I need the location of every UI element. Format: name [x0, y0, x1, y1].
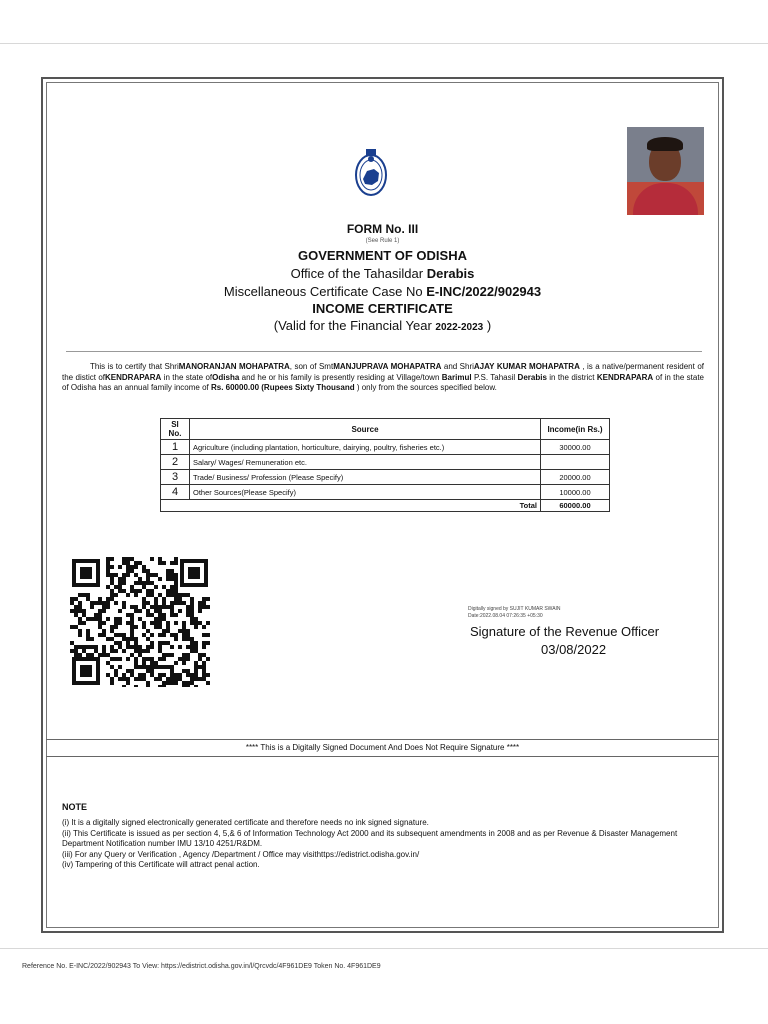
digital-signature-date: Date:2022.08.04 07:26:35 +05:30 — [468, 613, 543, 619]
row-sl: 2 — [161, 455, 190, 470]
mother-name: MANJUPRAVA MOHAPATRA — [333, 362, 442, 371]
signature-title: Signature of the Revenue Officer — [470, 624, 660, 639]
row-income — [541, 455, 610, 470]
table-row — [161, 440, 610, 455]
district-name-inline: KENDRAPARA — [596, 372, 654, 382]
column-header-income: Income(in Rs.) — [541, 419, 610, 440]
reference-footer: Reference No. E-INC/2022/902943 To View: https://edistrict.odisha.gov.in/l/Qrcvdc/4F961DE9 Token No. 4F961DE9 — [22, 963, 381, 970]
note-item: (i) It is a digitally signed electronically generated certificate and therefore needs no ink signed signature. — [62, 818, 429, 827]
note-heading: NOTE — [62, 802, 88, 812]
footer-divider — [0, 948, 768, 949]
table-total-row — [161, 500, 610, 512]
digital-signature-meta — [468, 606, 561, 620]
top-divider — [0, 43, 768, 44]
notes-list — [62, 818, 707, 871]
certify-text: , is a native/permanent resident of the distict of — [62, 362, 704, 382]
odisha-emblem-icon — [354, 145, 388, 197]
row-income: 20000.00 — [541, 470, 610, 485]
validity-prefix: (Valid for the Financial Year — [273, 318, 432, 333]
case-line — [46, 284, 719, 299]
note-item: (iv) Tampering of this Certificate will attract penal action. — [62, 860, 260, 870]
table-row — [161, 455, 610, 470]
district-name: KENDRAPARA — [105, 372, 162, 382]
office-prefix: Office of the Tahasildar — [290, 266, 424, 281]
total-value: 60000.00 — [541, 500, 610, 512]
certify-text: ) only from the sources specified below. — [354, 383, 497, 393]
note-item: (iii) For any Query or Verification , Agency /Department / Office may visithttps://edistrict.odisha.gov.in/ — [62, 849, 420, 859]
table-header-row — [161, 419, 610, 440]
row-income: 10000.00 — [541, 485, 610, 500]
government-heading: GOVERNMENT OF ODISHA — [297, 248, 467, 263]
row-source: Salary/ Wages/ Remuneration etc. — [190, 455, 541, 470]
digital-signature-banner: **** This is a Digitally Signed Document And Does Not Require Signature **** — [46, 739, 719, 757]
tahasil-name-inline: Derabis — [517, 372, 547, 382]
tahasil-name: Derabis — [426, 266, 475, 281]
village-name: Barimul — [441, 372, 472, 382]
office-line — [46, 266, 719, 281]
applicant-photo — [627, 127, 704, 215]
certification-paragraph — [62, 362, 704, 394]
row-sl: 4 — [161, 485, 190, 500]
father-name: AJAY KUMAR MOHAPATRA — [473, 362, 580, 371]
row-source: Agriculture (including plantation, horticulture, dairying, poultry, fisheries etc.) — [190, 440, 541, 455]
table-row — [161, 485, 610, 500]
applicant-name: MANORANJAN MOHAPATRA — [178, 362, 290, 371]
total-label: Total — [161, 500, 541, 512]
digital-signature-signer: Digitally signed by SUJIT KUMAR SWAIN — [468, 606, 561, 612]
qr-code-icon — [70, 557, 210, 687]
certify-text: , son of Smt — [289, 362, 334, 371]
column-header-source: Source — [190, 419, 541, 440]
annual-income: Rs. 60000.00 (Rupees Sixty Thousand — [210, 383, 355, 393]
note-item: (ii) This Certificate is issued as per section 4, 5,& 6 of Information Technology Act 2000 and its subsequent amendments in 2008 and as per Revenue & Disaster Management Department Notification number IMU 13/10 4251/R&DM. — [62, 828, 678, 849]
header-separator — [66, 351, 702, 352]
row-source: Other Sources(Please Specify) — [190, 485, 541, 500]
rule-reference: (See Rule 1) — [365, 238, 400, 244]
certify-text: and Shri — [441, 362, 474, 371]
row-sl: 1 — [161, 440, 190, 455]
case-number: E-INC/2022/902943 — [426, 284, 542, 299]
row-source: Trade/ Business/ Profession (Please Specify) — [190, 470, 541, 485]
state-name: Odisha — [212, 372, 240, 382]
income-sources-table — [160, 418, 610, 512]
validity-line — [46, 318, 719, 333]
table-row — [161, 470, 610, 485]
certify-text: in the state of — [161, 372, 213, 382]
certificate-title: INCOME CERTIFICATE — [312, 301, 453, 316]
certify-text: in the district — [546, 372, 597, 382]
certify-text: This is to certify that Shri — [90, 362, 179, 371]
certify-text: P.S. Tahasil — [471, 372, 518, 382]
certify-text: of in the state of Odisha has an annual family income of — [62, 372, 705, 393]
row-income: 30000.00 — [541, 440, 610, 455]
row-sl: 3 — [161, 470, 190, 485]
column-header-sl: Sl No. — [161, 419, 190, 440]
signature-date: 03/08/2022 — [541, 642, 607, 657]
certify-text: and he or his family is presently residing at Village/town — [239, 372, 442, 382]
financial-year: 2022-2023 — [435, 322, 484, 333]
form-number: FORM No. III — [346, 222, 419, 236]
case-prefix: Miscellaneous Certificate Case No — [223, 284, 423, 299]
validity-suffix: ) — [486, 318, 492, 333]
